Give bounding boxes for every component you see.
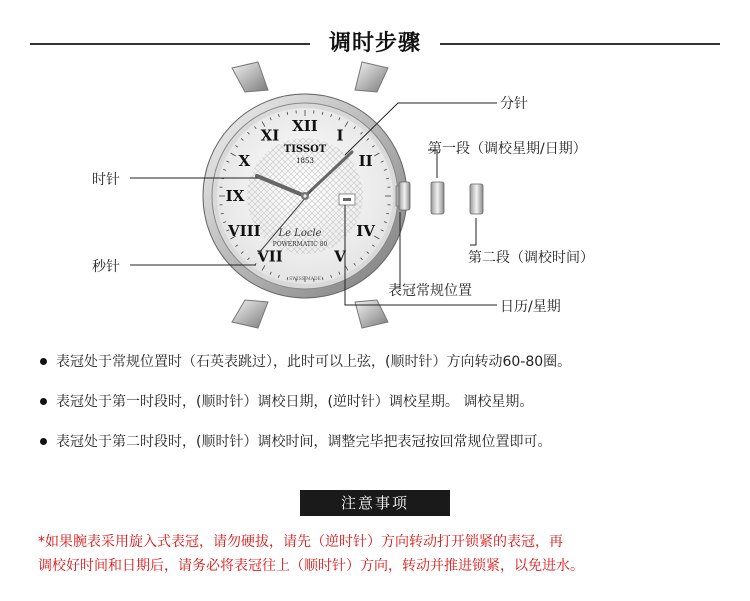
crown-stage-one [431, 182, 444, 214]
roman-numeral: VII [257, 247, 283, 266]
step-text: 表冠处于第二时段时，(顺时针）调校时间，调整完毕把表冠按回常规位置即可。 [56, 434, 552, 450]
roman-numeral: XI [260, 126, 280, 145]
brand-logo: TISSOT [283, 144, 327, 155]
label-hour-hand: 时针 [92, 172, 120, 188]
brand-year: 1853 [296, 157, 314, 165]
roman-numeral: IV [356, 222, 375, 240]
crown-stage-two [470, 184, 483, 214]
roman-numeral: V [334, 247, 346, 266]
label-minute-hand: 分针 [500, 96, 528, 112]
step-text: 表冠处于常规位置时（石英表跳过），此时可以上弦，(顺时针）方向转动60-80圈。 [56, 354, 572, 370]
bullet-dot-icon [40, 358, 47, 365]
page-title: 调时步骤 [0, 26, 750, 57]
label-second-hand: 秒针 [92, 259, 120, 275]
roman-numeral: I [336, 126, 344, 145]
step-item [40, 352, 730, 392]
bullet-dot-icon [40, 438, 47, 445]
roman-numeral: X [238, 152, 251, 170]
roman-numeral: IX [225, 187, 245, 205]
bullet-dot-icon [40, 398, 47, 405]
step-list [40, 352, 730, 472]
roman-numeral: XII [292, 117, 318, 135]
warning-text [38, 530, 718, 578]
notice-title: 注意事项 [300, 490, 450, 516]
step-text: 表冠处于第一时段时，(顺时针）调校日期，(逆时针）调校星期。 调校星期。 [56, 394, 534, 410]
step-item [40, 432, 730, 472]
label-crown-normal: 表冠常规位置 [388, 283, 472, 299]
roman-numeral: II [358, 152, 373, 170]
label-stage-two: 第二段（调校时间） [468, 250, 594, 266]
model-name: POWERMATIC 80 [272, 241, 328, 248]
script-logo: Le Locle [278, 228, 322, 239]
warning-line: 调校好时间和日期后，请务必将表冠往上（顺时针）方向，转动并推进锁紧，以免进水。 [38, 558, 584, 574]
crown-normal-position [396, 182, 410, 210]
warning-line: *如果腕表采用旋入式表冠，请勿硬拔，请先（逆时针）方向转动打开锁紧的表冠，再 [38, 534, 563, 550]
step-item [40, 392, 730, 432]
roman-numeral: VIII [228, 222, 261, 240]
label-date-day: 日历/星期 [500, 299, 561, 315]
swiss-made: SWISS MADE [289, 277, 321, 282]
label-stage-one: 第一段（调校星期/日期） [428, 141, 587, 157]
